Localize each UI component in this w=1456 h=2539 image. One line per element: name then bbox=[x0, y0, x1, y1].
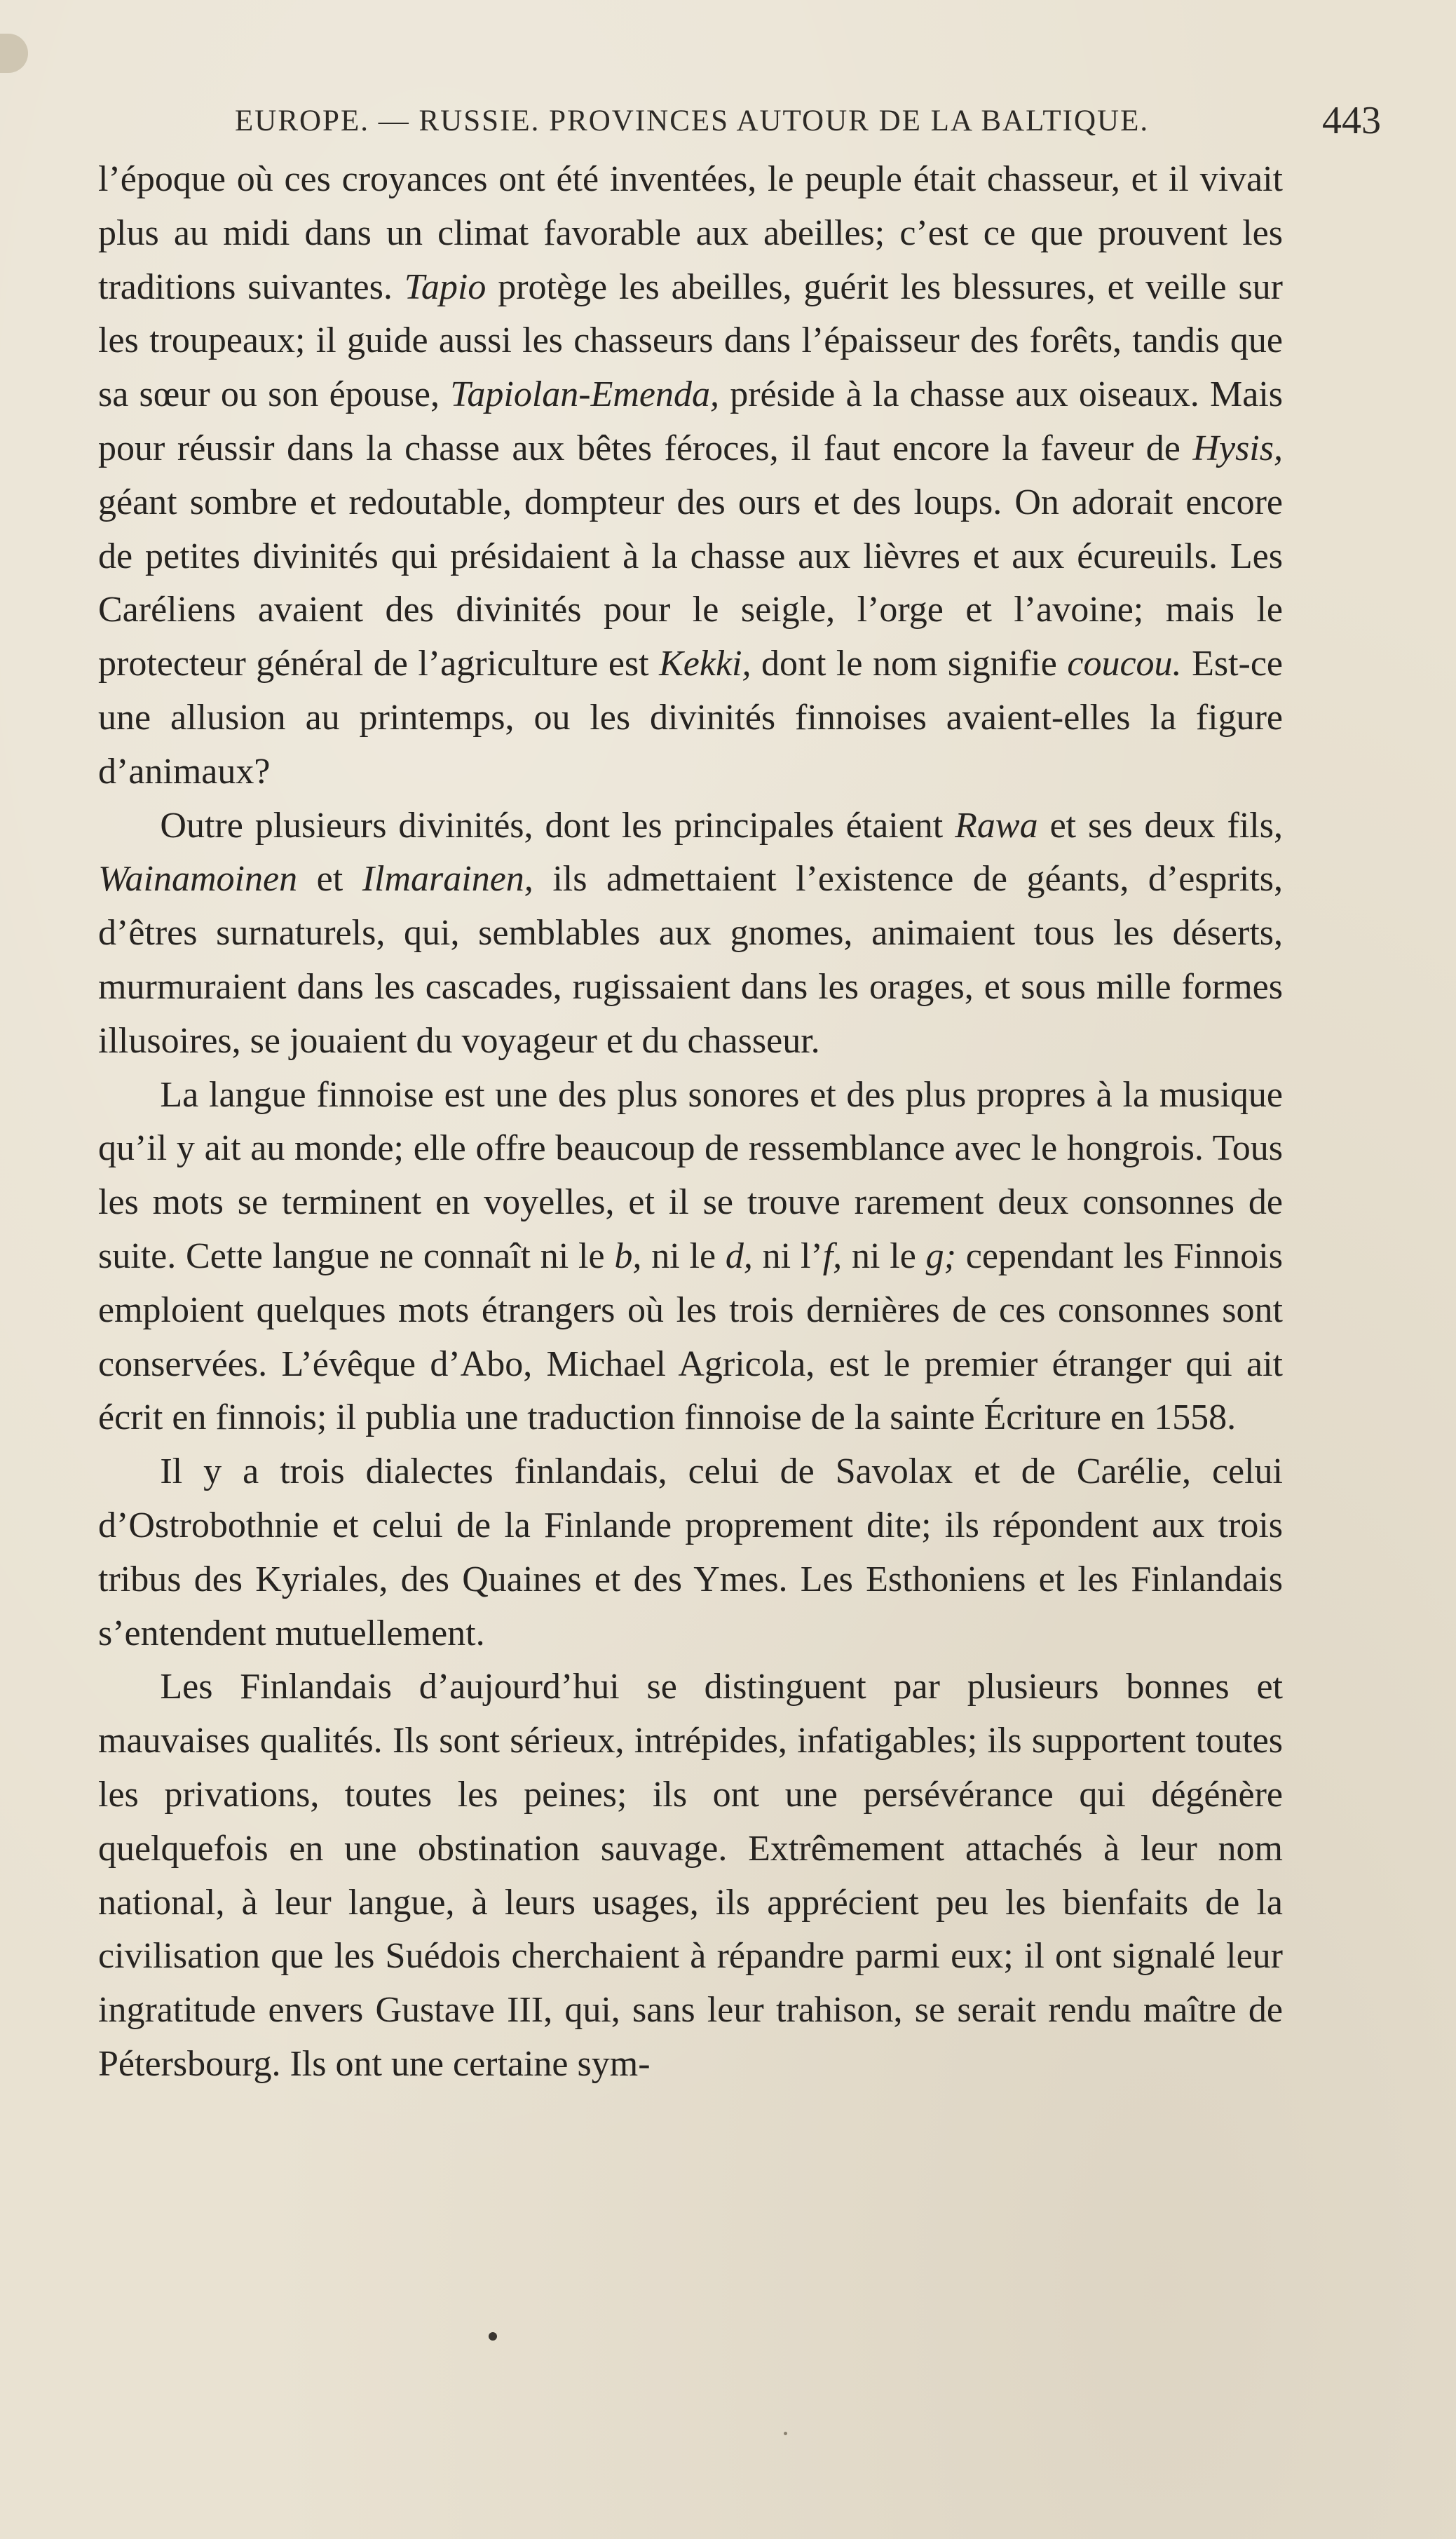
paragraph bbox=[98, 1069, 1283, 1446]
italic-term: f, bbox=[822, 1235, 843, 1276]
text-run: et ses deux fils, bbox=[1037, 805, 1283, 846]
body-text bbox=[98, 153, 1283, 2092]
text-run: cependant les Finnois emploient quelques mots étrangers où les trois dernières de ces consonnes sont conservées. L’évêque d’Abo, Michael Agricola, est le premier étranger qui ait écrit en finnois; il publia une traduction finnoise de la sainte Écriture en 1558. bbox=[98, 1235, 1283, 1438]
text-run: ni le bbox=[842, 1235, 926, 1276]
running-head bbox=[98, 99, 1381, 153]
running-title: EUROPE. — RUSSIE. PROVINCES AUTOUR DE LA BALTIQUE. bbox=[235, 104, 1150, 137]
paragraph bbox=[98, 799, 1283, 1069]
italic-term: Hysis, bbox=[1192, 428, 1283, 468]
paper-speck bbox=[784, 2432, 787, 2435]
text-run: La langue finnoise est une des plus sonores et des plus propres à la musique qu’il y ait au monde; elle offre beaucoup de ressemblance avec le hongrois. Tous les mots se terminent en voyelles, et il se trouve rarement deux consonnes de suite. Cette langue ne connaît ni le bbox=[98, 1074, 1283, 1276]
italic-term: Tapio bbox=[404, 266, 487, 307]
paragraph bbox=[98, 153, 1283, 799]
paragraph bbox=[98, 1660, 1283, 2091]
ink-dot bbox=[489, 2332, 497, 2341]
italic-term: d, bbox=[725, 1235, 753, 1276]
italic-term: b, bbox=[614, 1235, 642, 1276]
text-run: Il y a trois dialectes finlandais, celui de Savolax et de Carélie, celui d’Ostrobothnie et celui de la Finlande proprement dite; ils répondent aux trois tribus des Kyriales, des Quaines et des Ymes. Les Esthoniens et les Finlandais s’entendent mutuellement. bbox=[98, 1451, 1283, 1653]
italic-term: Kekki, bbox=[659, 644, 751, 684]
text-run: dont le nom signifie bbox=[751, 644, 1068, 684]
text-run: Les Finlandais d’aujourd’hui se distinguent par plusieurs bonnes et mauvaises qualités. Ils sont sérieux, intrépides, infatigables; ils supportent toutes les privations, toutes les peines; ils ont une persévérance qui dégénère quelquefois en une obstination sauvage. Extrêmement attachés à leur nom national, à leur langue, à leurs usages, ils apprécient peu les bienfaits de la civilisation que les Suédois cherchaient à répandre parmi eux; il ont signalé leur ingratitude envers Gustave III, qui, sans leur trahison, se serait rendu maître de Pétersbourg. Ils ont une certaine sym- bbox=[98, 1667, 1283, 2084]
italic-term: Rawa bbox=[955, 805, 1038, 846]
italic-term: Ilmarainen, bbox=[362, 859, 533, 900]
text-run: ni le bbox=[641, 1235, 726, 1276]
paragraph bbox=[98, 1445, 1283, 1660]
text-run: préside à la chasse aux oiseaux. Mais pour réussir dans la chasse aux bêtes féroces, il faut encore la faveur de bbox=[98, 374, 1284, 468]
text-run: ils admettaient l’existence de géants, d’esprits, d’êtres surnaturels, qui, semblables aux gnomes, animaient tous les déserts, murmuraient dans les cascades, rugissaient dans les orages, et sous mille formes illusoires, se jouaient du voyageur et du chasseur. bbox=[98, 859, 1283, 1061]
italic-term: Wainamoinen bbox=[98, 859, 298, 900]
text-run: l’époque où ces croyances ont été inventées, le peuple était chasseur, et il vivait plus au midi dans un climat favorable aux abeilles; c’est ce que prouvent les traditions suivantes. bbox=[98, 159, 1283, 307]
text-run: géant sombre et redoutable, dompteur des ours et des loups. On adorait encore de petites divinités qui présidaient à la chasse aux lièvres et aux écureuils. Les Caréliens avaient des divinités pour le seigle, l’orge et l’avoine; mais le protecteur général de l’agriculture est bbox=[98, 482, 1283, 684]
italic-term: g; bbox=[925, 1235, 956, 1276]
text-run: protège les abeilles, guérit les blessures, et veille sur les troupeaux; il guide aussi les chasseurs dans l’épaisseur des forêts, tandis que sa sœur ou son épouse, bbox=[98, 266, 1284, 415]
italic-term: coucou. bbox=[1067, 644, 1182, 684]
page-edge-mark bbox=[0, 34, 28, 73]
text-run: Outre plusieurs divinités, dont les principales étaient bbox=[160, 805, 955, 846]
text-run: ni l’ bbox=[752, 1235, 823, 1276]
page-number: 443 bbox=[1322, 99, 1381, 142]
text-run: et bbox=[297, 859, 362, 900]
text-run: Est-ce une allusion au printemps, ou les divinités finnoises avaient-elles la figure d’animaux? bbox=[98, 644, 1283, 792]
italic-term: Tapiolan-Emenda, bbox=[450, 374, 719, 415]
